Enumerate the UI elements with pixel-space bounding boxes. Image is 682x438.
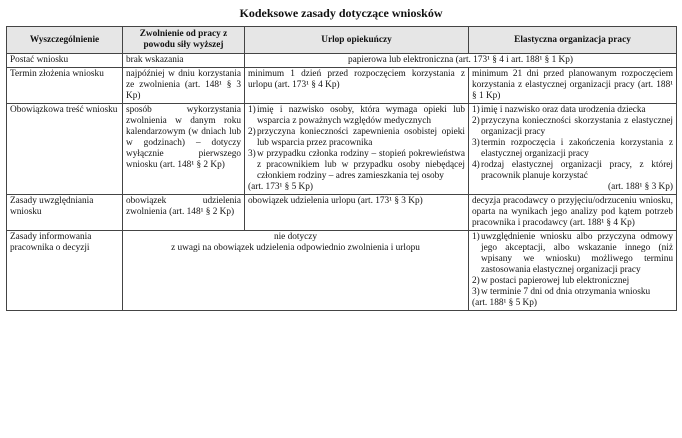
not-applicable-reason: z uwagi na obowiązek udzielenia odpowiednio zwolnienia i urlopu [171, 243, 420, 253]
table-cell: minimum 21 dni przed planowanym rozpoczęciem korzystania z elastycznej organizacji pracy (art. 188¹ § 1 Kp) [469, 68, 677, 104]
row-label: Postać wniosku [7, 54, 123, 68]
row-label: Termin złożenia wniosku [7, 68, 123, 104]
legal-reference: (art. 188¹ § 5 Kp) [472, 298, 538, 308]
table-cell: decyzja pracodawcy o przyjęciu/odrzuceniu wniosku, oparta na wynikach jego analizy pod kątem potrzeb pracownika i pracodawcy (art. 188¹ § 4 Kp) [469, 195, 677, 231]
decision-info-list [472, 232, 673, 298]
list-item: 1) uwzględnienie wniosku albo przyczyna odmowy jego akceptacji, albo wskazanie innego (niż wpisany we wniosku) możliwego terminu zastosowania elastycznej organizacji pracy [472, 232, 673, 275]
table-cell [469, 104, 677, 195]
table-row [7, 68, 677, 104]
list-item: 3) termin rozpoczęcia i zakończenia korzystania z elastycznej organizacji pracy [472, 138, 673, 159]
not-applicable-text: nie dotyczy [273, 232, 318, 242]
table-cell: brak wskazania [123, 54, 245, 68]
list-item: 1) imię i nazwisko osoby, która wymaga opieki lub wsparcia z poważnych względów medycznych [248, 105, 465, 126]
row-label: Zasady uwzględniania wniosku [7, 195, 123, 231]
list-item: 2) przyczyna konieczności zapewnienia osobistej opieki lub wsparcia przez pracownika [248, 127, 465, 148]
header-flexible-work: Elastyczna organizacja pracy [469, 27, 677, 54]
list-item: 2) w postaci papierowej lub elektronicznej [472, 276, 630, 286]
care-leave-content-list [248, 105, 465, 182]
legal-reference: (art. 173¹ § 5 Kp) [248, 182, 314, 192]
table-row [7, 54, 677, 68]
row-label: Zasady informowania pracownika o decyzji [7, 231, 123, 311]
list-item: 1) imię i nazwisko oraz data urodzenia dziecka [472, 105, 646, 115]
list-item: 4) rodzaj elastycznej organizacji pracy, z której pracownik planuje korzystać [472, 160, 673, 181]
table-row [7, 231, 677, 311]
rules-table [6, 26, 677, 311]
table-cell: minimum 1 dzień przed rozpoczęciem korzystania z urlopu (art. 173¹ § 4 Kp) [245, 68, 469, 104]
header-care-leave: Urlop opiekuńczy [245, 27, 469, 54]
header-row [7, 27, 677, 54]
row-label: Obowiązkowa treść wniosku [7, 104, 123, 195]
table-cell: papierowa lub elektroniczna (art. 173¹ § 4 i art. 188¹ § 1 Kp) [245, 54, 677, 68]
list-item: 3) w przypadku członka rodziny – stopień pokrewieństwa z pracownikiem lub w przypadku osoby niebędącej członkiem rodziny – adres zamieszkania tej osoby [248, 149, 465, 181]
header-force-majeure: Zwolnienie od pracy z powodu siły wyższej [123, 27, 245, 54]
list-item: 2) przyczyna konieczności skorzystania z elastycznej organizacji pracy [472, 116, 673, 137]
table-cell: sposób wykorzystania zwolnienia w danym roku kalendarzowym (w dniach lub w godzinach) – dotyczy wyłącznie pierwszego wniosku (art. 148¹ § 2 Kp) [123, 104, 245, 195]
table-cell: najpóźniej w dniu korzystania ze zwolnienia (art. 148¹ § 3 Kp) [123, 68, 245, 104]
table-row [7, 104, 677, 195]
flexible-work-content-list [472, 105, 673, 182]
table-cell [123, 231, 469, 311]
table-cell: obowiązek udzielenia urlopu (art. 173¹ § 3 Kp) [245, 195, 469, 231]
table-cell [245, 104, 469, 195]
legal-reference: (art. 188¹ § 3 Kp) [607, 182, 673, 192]
table-row [7, 195, 677, 231]
table-cell: obowiązek udzielenia zwolnienia (art. 148¹ § 2 Kp) [123, 195, 245, 231]
header-item: Wyszczególnienie [7, 27, 123, 54]
table-cell [469, 231, 677, 311]
list-item: 3) w terminie 7 dni od dnia otrzymania wniosku [472, 287, 651, 297]
page-title: Kodeksowe zasady dotyczące wniosków [239, 6, 443, 20]
